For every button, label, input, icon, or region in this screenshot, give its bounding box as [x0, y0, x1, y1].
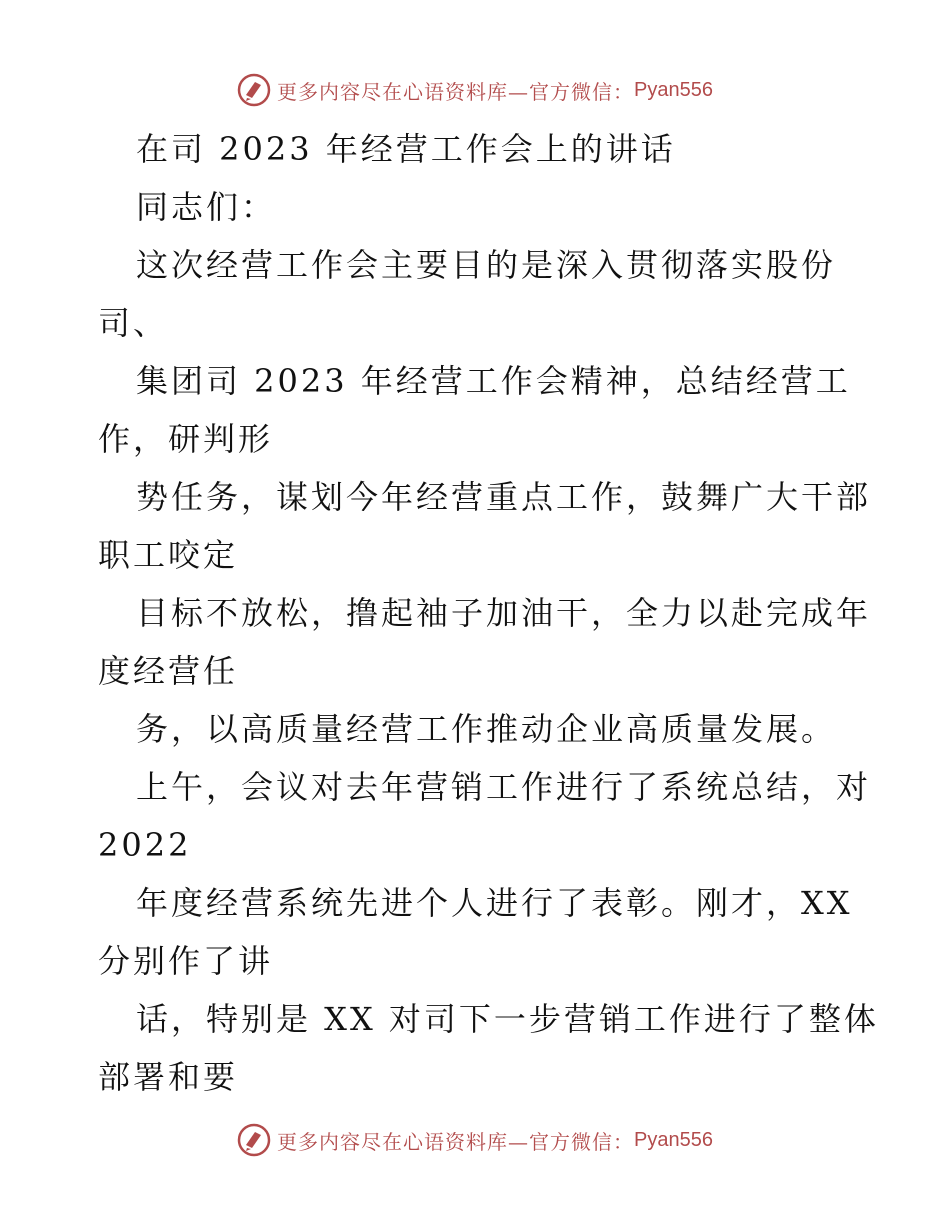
document-title: 在司 2023 年经营工作会上的讲话 [136, 130, 676, 168]
text-line: 话，特别是 XX 对司下一步营销工作进行了整体 [136, 1000, 879, 1038]
text-line: 分别作了讲 [98, 942, 274, 980]
text-line: 集团司 2023 年经营工作会精神，总结经营工 [136, 362, 851, 400]
text-line: 这次经营工作会主要目的是深入贯彻落实股份 [136, 246, 837, 284]
text-line: 司、 [98, 304, 169, 342]
header-watermark [0, 70, 950, 110]
text-line: 2022 [98, 826, 192, 864]
document-body [98, 120, 879, 1106]
text-line: 势任务，谋划今年经营重点工作，鼓舞广大干部 [136, 478, 872, 516]
text-line: 职工咬定 [98, 536, 239, 574]
text-line: 目标不放松，撸起袖子加油干，全力以赴完成年 [136, 594, 872, 632]
salutation: 同志们： [136, 188, 277, 226]
text-line: 上午，会议对去年营销工作进行了系统总结，对 [136, 768, 872, 806]
watermark-logo-icon [237, 73, 271, 107]
watermark-id: Pyan556 [634, 78, 713, 101]
watermark-id: Pyan556 [634, 1128, 713, 1151]
watermark-text: 更多内容尽在心语资料库—官方微信： [277, 79, 635, 104]
text-line: 作，研判形 [98, 420, 274, 458]
text-line: 务，以高质量经营工作推动企业高质量发展。 [136, 710, 837, 748]
watermark-text: 更多内容尽在心语资料库—官方微信： [277, 1129, 635, 1154]
text-line: 度经营任 [98, 652, 239, 690]
text-line: 部署和要 [98, 1058, 239, 1096]
watermark-logo-icon [237, 1123, 271, 1157]
text-line: 年度经营系统先进个人进行了表彰。刚才，XX [136, 884, 853, 922]
footer-watermark [0, 1120, 950, 1160]
